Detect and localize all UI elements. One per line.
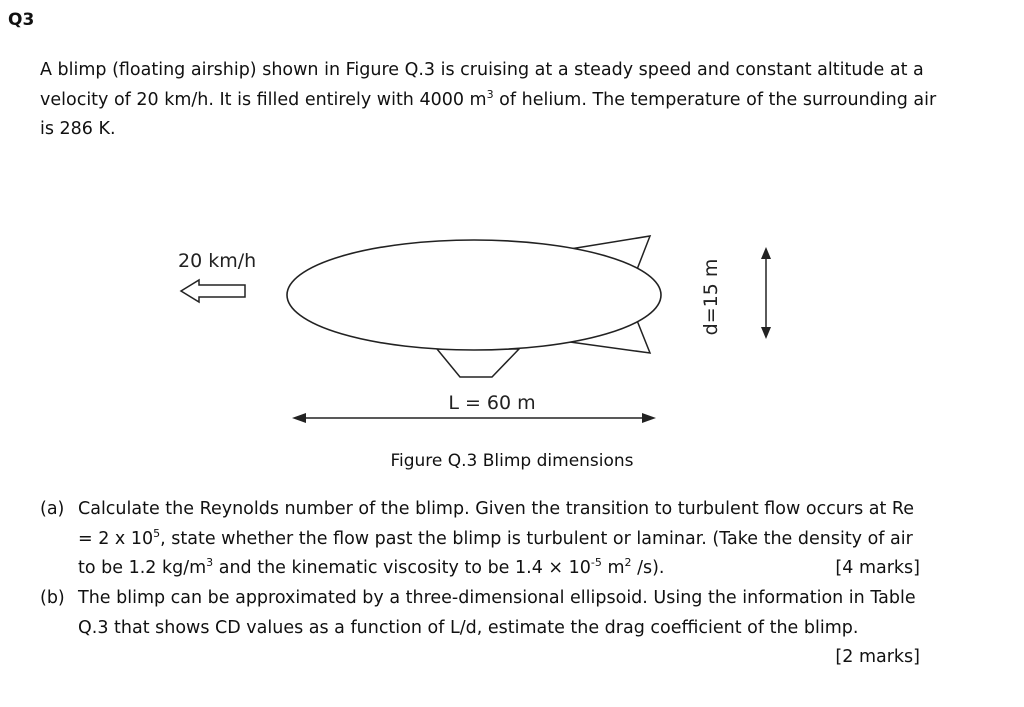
part-b: [40, 584, 920, 673]
length-label: L = 60 m: [448, 392, 536, 414]
part-a-text-3: and the kinematic viscosity to be 1.4 × 10: [213, 558, 591, 578]
part-a-text-4: m: [601, 558, 625, 578]
part-a-label: (a): [40, 499, 65, 519]
intro-exponent: 3: [486, 87, 494, 101]
part-a-exp-3: -5: [590, 556, 602, 569]
blimp-envelope: [287, 240, 661, 350]
part-a-text-5: /s).: [631, 558, 665, 578]
figure-caption: Figure Q.3 Blimp dimensions: [390, 451, 634, 471]
question-number: Q3: [8, 10, 35, 30]
part-a-text-1: Calculate the Reynolds number of the blimp. Given the transition to turbulent flow occurs at Re = 2 x 10: [78, 499, 915, 549]
part-a-text: [78, 495, 920, 584]
part-b-label: (b): [40, 588, 65, 608]
part-a-exp-1: 5: [153, 526, 161, 540]
part-b-text: [78, 584, 920, 667]
part-b-marks: [2 marks]: [835, 647, 920, 667]
diameter-arrow-up-icon: [761, 247, 771, 259]
diameter-label: d=15 m: [700, 258, 722, 336]
length-arrow-left-icon: [292, 413, 306, 423]
diameter-arrow-down-icon: [761, 327, 771, 339]
part-a: [40, 495, 920, 584]
speed-label: 20 km/h: [178, 250, 257, 272]
length-arrow-right-icon: [642, 413, 656, 423]
direction-arrow-icon: [181, 280, 245, 302]
intro-text-1: A blimp (floating airship) shown in Figure Q.3 is cruising at a steady speed and constant altitude at a velocity of 20 km/h. It is filled entirely with 4000 m: [40, 60, 924, 110]
gondola: [437, 349, 519, 377]
part-b-text-1: The blimp can be approximated by a three-dimensional ellipsoid. Using the information in Table Q.3 that shows CD values as a function of L/d, estimate the drag coefficient of the blimp.: [78, 588, 916, 638]
part-a-exp-2: 3: [206, 556, 214, 569]
part-a-exp-4: 2: [624, 556, 632, 569]
part-a-marks: [4 marks]: [835, 558, 920, 578]
intro-text-2: of helium. The temperature of the surrounding air is 286 K.: [40, 89, 937, 139]
part-a-text-2: , state whether the flow past the blimp is turbulent or laminar. (Take the density of air to be 1.2 kg/m: [78, 528, 913, 578]
